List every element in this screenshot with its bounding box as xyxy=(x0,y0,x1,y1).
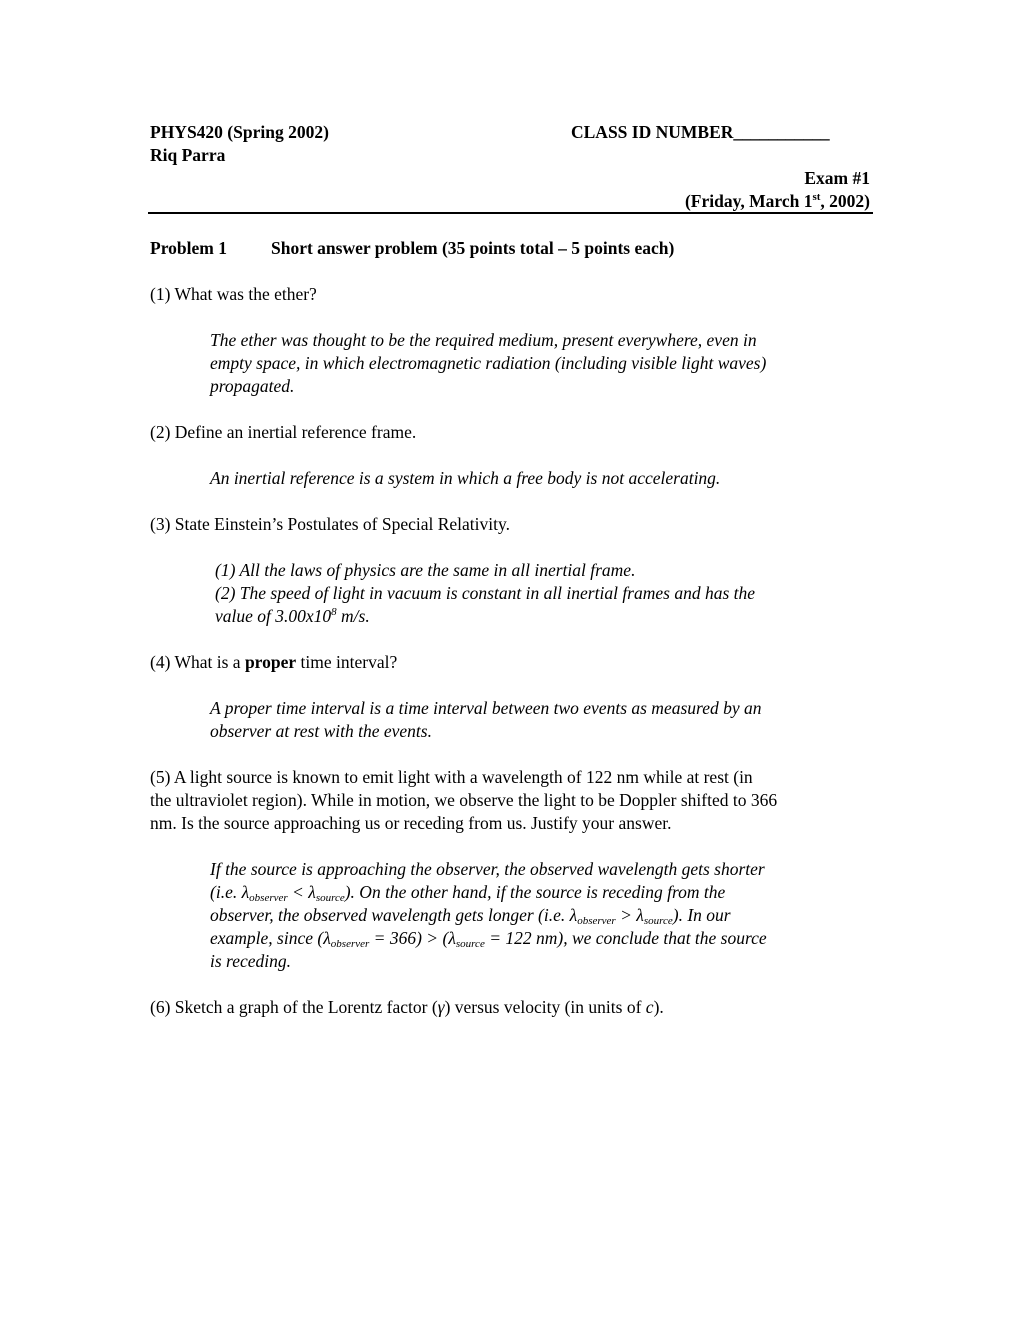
answer-1-line-3: propagated. xyxy=(210,376,295,396)
answer-3-line-3: value of $3.00x10^8$ m/s. xyxy=(215,606,370,626)
answer-3-line-2: (2) The speed of light in vacuum is constant in all inertial frames and has the xyxy=(215,583,756,603)
question-5-line-1: (5) A light source is known to emit light with a wavelength of 122 nm while at rest (in xyxy=(150,767,753,787)
answer-2: An inertial reference is a system in which a free body is not accelerating. xyxy=(210,468,721,488)
answer-5-line-5: is receding. xyxy=(210,951,291,971)
answer-5-line-4: example, since $(\lambda_{observer} = 366) > (\lambda_{source} = 122$ nm), we conclude that the source xyxy=(210,928,767,950)
question-6: (6) Sketch a graph of the Lorentz factor (γ) versus velocity (in units of c). xyxy=(150,997,664,1017)
question-5-line-3: nm. Is the source approaching us or receding from us. Justify your answer. xyxy=(150,813,672,833)
course-title: PHYS420 (Spring 2002) xyxy=(150,122,329,142)
header-divider xyxy=(148,212,873,214)
answer-1-line-1: The ether was thought to be the required medium, present everywhere, even in xyxy=(210,330,757,350)
answer-5-line-2: (i.e. $\lambda_{observer} < \lambda_{source}$). On the other hand, if the source is receding from the xyxy=(210,882,726,904)
exam-date: (Friday, March 1st, 2002) xyxy=(684,191,870,211)
answer-3-line-1: (1) All the laws of physics are the same in all inertial frame. xyxy=(215,560,636,580)
class-id-field: CLASS ID NUMBER___________ xyxy=(571,122,830,142)
question-3: (3) State Einstein’s Postulates of Special Relativity. xyxy=(150,514,510,534)
question-5-line-2: the ultraviolet region). While in motion, we observe the light to be Doppler shifted to 366 xyxy=(150,790,778,810)
problem-label: Problem 1 xyxy=(150,238,227,258)
problem-title: Short answer problem (35 points total – 5 points each) xyxy=(271,238,675,258)
instructor-name: Riq Parra xyxy=(150,145,226,165)
question-2: (2) Define an inertial reference frame. xyxy=(150,422,417,442)
exam-number: Exam #1 xyxy=(804,168,870,188)
question-4: (4) What is a proper time interval? xyxy=(150,652,398,672)
answer-4-line-1: A proper time interval is a time interval between two events as measured by an xyxy=(210,698,762,718)
answer-5-line-1: If the source is approaching the observer, the observed wavelength gets shorter xyxy=(210,859,765,879)
answer-1-line-2: empty space, in which electromagnetic radiation (including visible light waves) xyxy=(210,353,767,373)
question-1: (1) What was the ether? xyxy=(150,284,317,304)
answer-4-line-2: observer at rest with the events. xyxy=(210,721,432,741)
answer-5-line-3: observer, the observed wavelength gets longer (i.e. $\lambda_{observer} > \lambda_{source}$). In our xyxy=(210,905,731,927)
